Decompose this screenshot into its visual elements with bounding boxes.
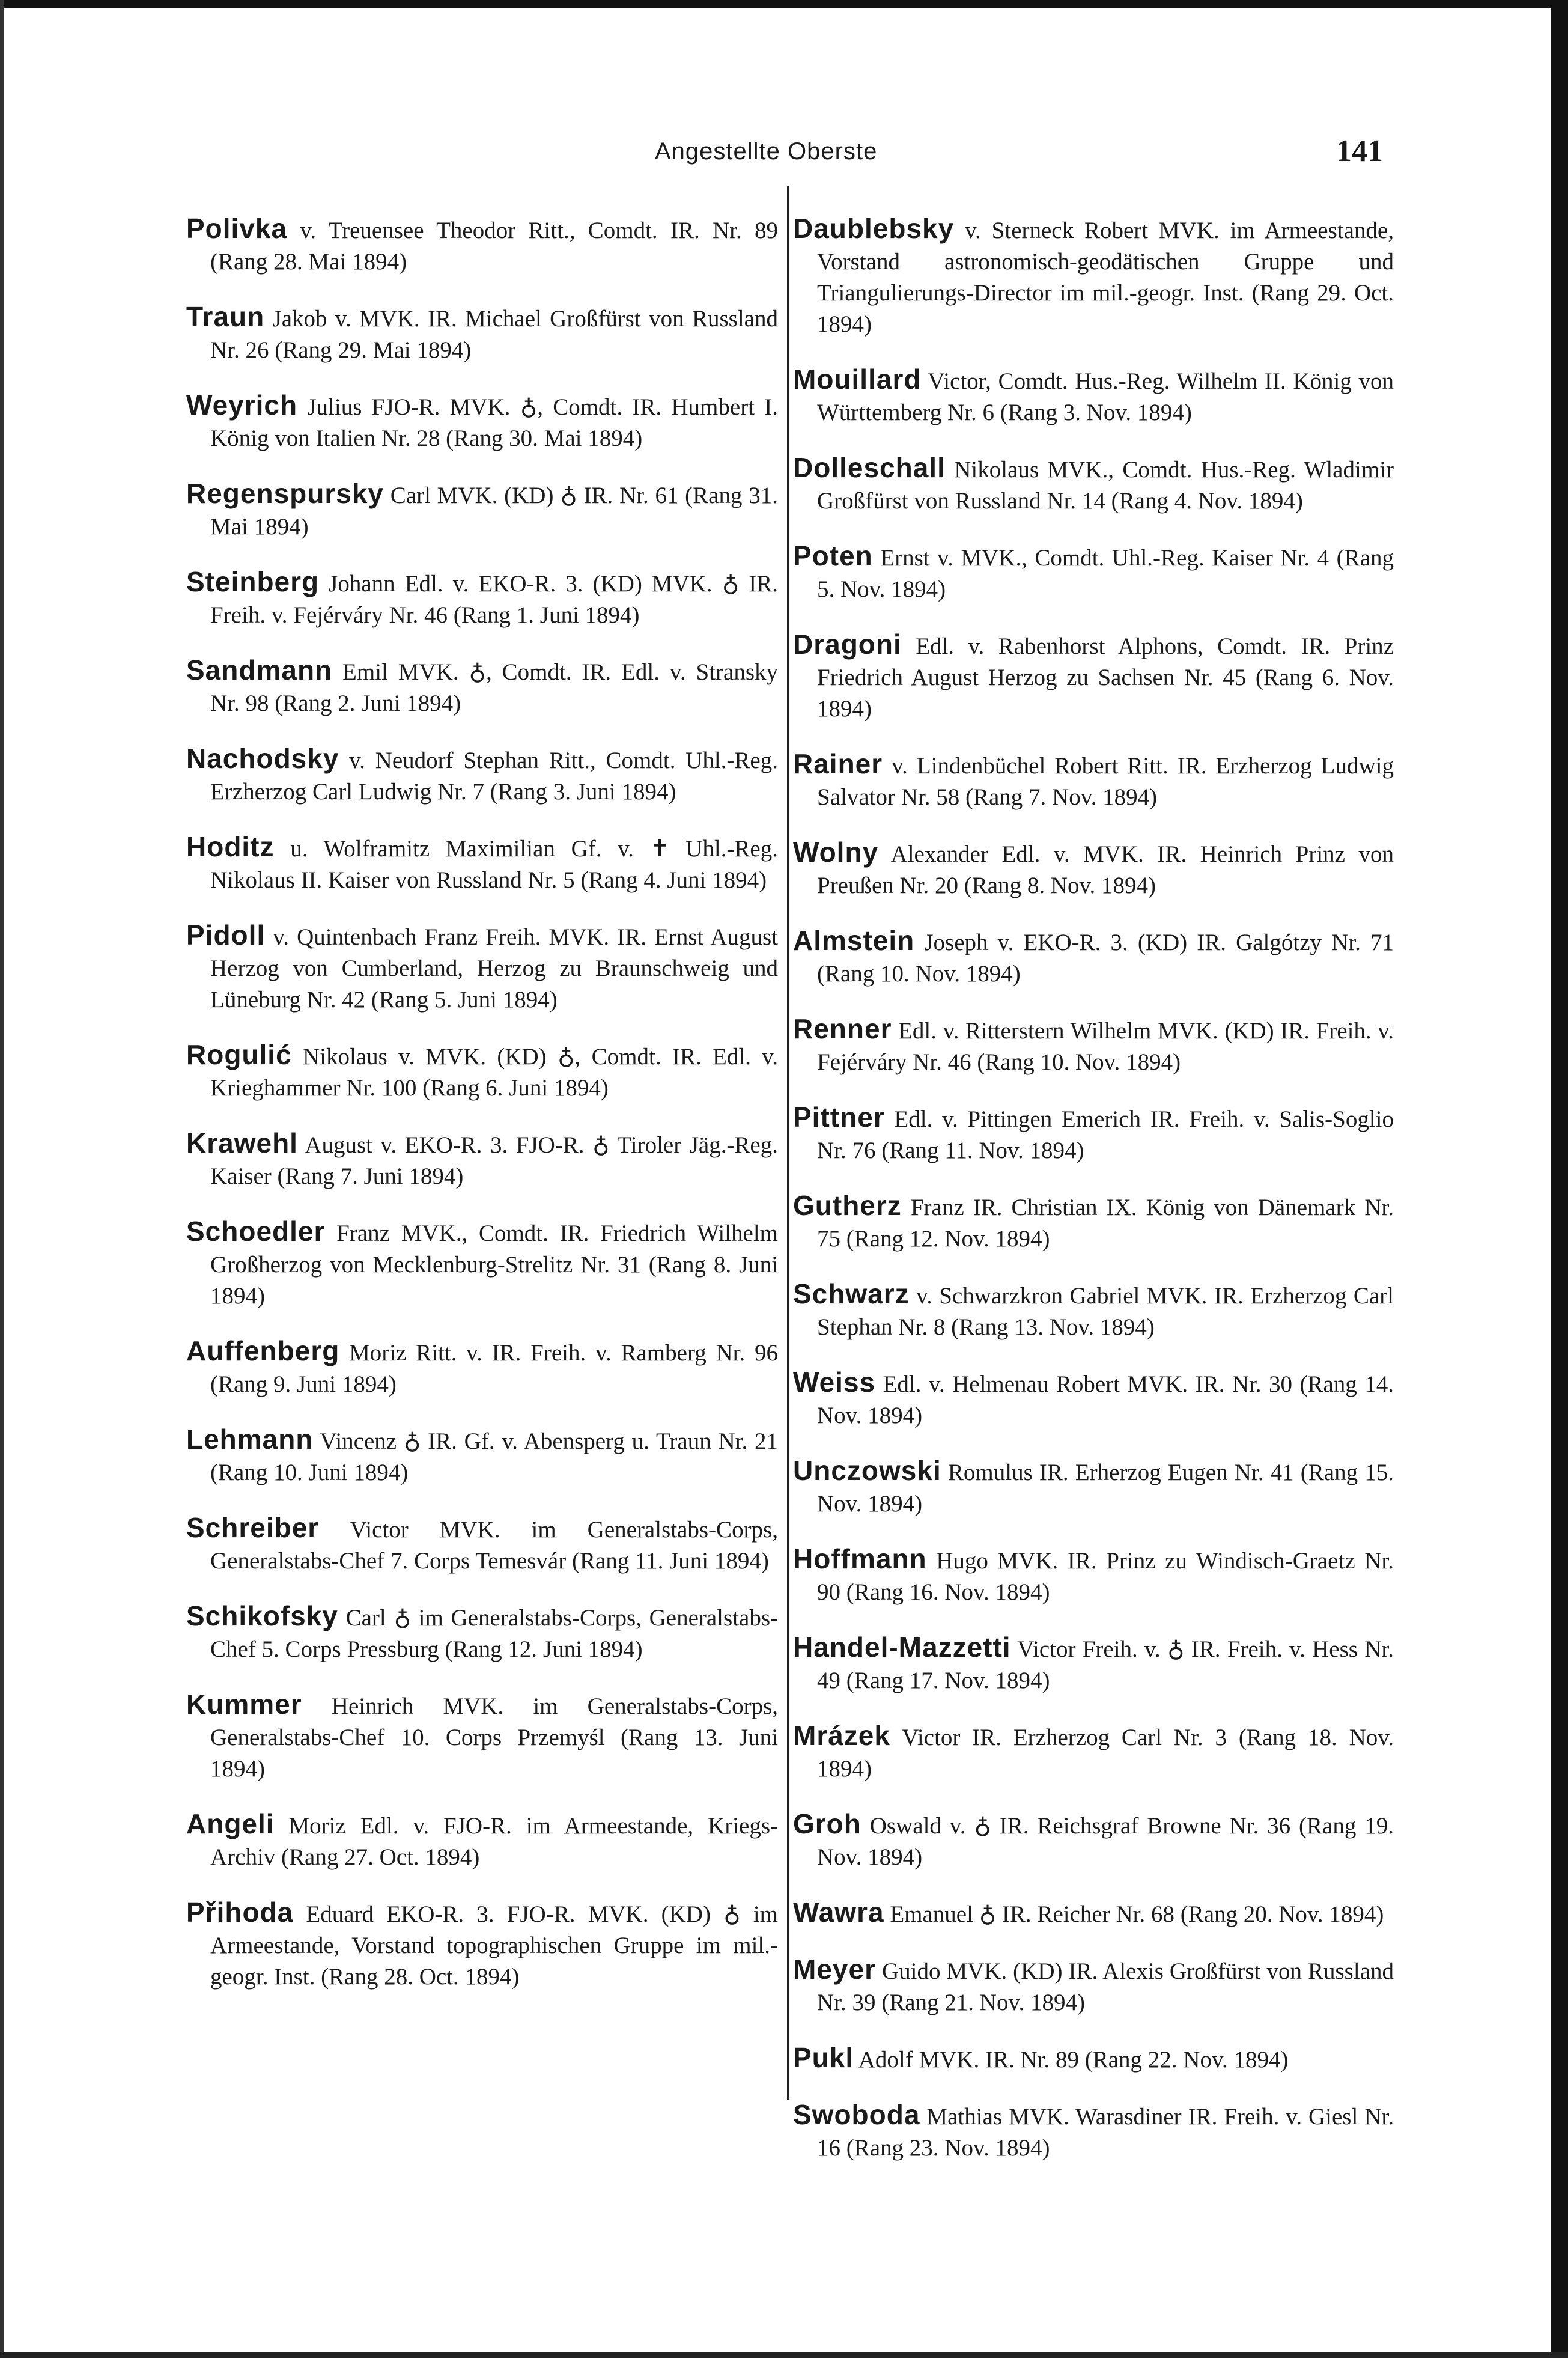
register-entry — [186, 1424, 778, 1488]
entry-surname: Mouillard — [793, 364, 922, 395]
entry-text: Franz MVK., Comdt. IR. Friedrich Wilhelm Großherzog von Mecklenburg-Strelitz Nr. 31 (Rang 8. Juni 1894) — [210, 1220, 778, 1309]
entry-text: Nikolaus v. MVK. (KD) ♁, Comdt. IR. Edl. v. Krieghammer Nr. 100 (Rang 6. Juni 1894) — [210, 1044, 778, 1101]
entry-surname: Regenspursky — [186, 478, 384, 509]
entry-text: Nikolaus MVK., Comdt. Hus.-Reg. Wladimir Großfürst von Russland Nr. 14 (Rang 4. Nov. 1894) — [817, 457, 1394, 514]
entry-text: Jakob v. MVK. IR. Michael Großfürst von Russland Nr. 26 (Rang 29. Mai 1894) — [210, 306, 778, 363]
entry-surname: Nachodsky — [186, 743, 339, 774]
entry-text: Julius FJO-R. MVK. ♁, Comdt. IR. Humbert I. König von Italien Nr. 28 (Rang 30. Mai 1894) — [210, 394, 778, 451]
register-entry — [793, 1720, 1394, 1785]
entry-surname: Krawehl — [186, 1127, 298, 1159]
entry-surname: Auffenberg — [186, 1335, 340, 1366]
entry-text: Victor MVK. im Generalstabs-Corps, Generalstabs-Chef 7. Corps Temesvár (Rang 11. Juni 1894) — [210, 1517, 778, 1574]
entry-surname: Lehmann — [186, 1424, 314, 1455]
entry-text: Franz IR. Christian IX. König von Dänemark Nr. 75 (Rang 12. Nov. 1894) — [817, 1195, 1394, 1252]
entry-surname: Hoffmann — [793, 1543, 927, 1574]
entry-text: Carl MVK. (KD) ♁ IR. Nr. 61 (Rang 31. Mai 1894) — [210, 483, 778, 540]
entry-surname: Handel-Mazzetti — [793, 1631, 1011, 1663]
register-entry — [186, 478, 778, 543]
scan-border-right — [1551, 0, 1568, 2358]
entry-surname: Daublebsky — [793, 213, 955, 244]
scan-border-left — [0, 0, 4, 2358]
entry-surname: Rogulić — [186, 1039, 292, 1070]
entry-text: v. Schwarzkron Gabriel MVK. IR. Erzherzog Carl Stephan Nr. 8 (Rang 13. Nov. 1894) — [817, 1283, 1394, 1340]
register-entry — [186, 831, 778, 896]
entry-surname: Schoedler — [186, 1216, 326, 1247]
entry-text: Oswald v. ♁ IR. Reichsgraf Browne Nr. 36 (Rang 19. Nov. 1894) — [817, 1813, 1394, 1870]
entry-text: Hugo MVK. IR. Prinz zu Windisch-Graetz Nr. 90 (Rang 16. Nov. 1894) — [817, 1548, 1394, 1605]
entry-surname: Unczowski — [793, 1455, 941, 1486]
register-entry — [793, 1896, 1394, 1930]
entry-surname: Gutherz — [793, 1190, 902, 1221]
entry-text: Johann Edl. v. EKO-R. 3. (KD) MVK. ♁ IR. Freih. v. Fejérváry Nr. 46 (Rang 1. Juni 1894) — [210, 571, 778, 628]
entry-surname: Steinberg — [186, 566, 320, 597]
entry-text: Victor IR. Erzherzog Carl Nr. 3 (Rang 18. Nov. 1894) — [817, 1725, 1394, 1782]
register-entry — [186, 1600, 778, 1665]
entry-text: Vincenz ♁ IR. Gf. v. Abensperg u. Traun Nr. 21 (Rang 10. Juni 1894) — [210, 1428, 778, 1485]
register-entry — [793, 629, 1394, 725]
register-entry — [793, 925, 1394, 990]
register-entry — [793, 452, 1394, 517]
page-number: 141 — [1336, 134, 1383, 168]
entry-text: Romulus IR. Erherzog Eugen Nr. 41 (Rang 15. Nov. 1894) — [817, 1460, 1394, 1517]
register-entry — [186, 213, 778, 278]
entry-text: Joseph v. EKO-R. 3. (KD) IR. Galgótzy Nr. 71 (Rang 10. Nov. 1894) — [817, 930, 1394, 987]
entry-text: Victor, Comdt. Hus.-Reg. Wilhelm II. König von Württemberg Nr. 6 (Rang 3. Nov. 1894) — [817, 368, 1394, 425]
entry-text: Moriz Edl. v. FJO-R. im Armeestande, Kriegs-Archiv (Rang 27. Oct. 1894) — [210, 1813, 778, 1870]
entry-text: v. Lindenbüchel Robert Ritt. IR. Erzherzog Ludwig Salvator Nr. 58 (Rang 7. Nov. 1894) — [817, 753, 1394, 810]
entry-surname: Wolny — [793, 836, 879, 868]
entry-text: Edl. v. Pittingen Emerich IR. Freih. v. Salis-Soglio Nr. 76 (Rang 11. Nov. 1894) — [817, 1106, 1394, 1163]
entry-text: Emanuel ♁ IR. Reicher Nr. 68 (Rang 20. Nov. 1894) — [884, 1901, 1384, 1927]
register-entry — [793, 1366, 1394, 1431]
entry-text: v. Neudorf Stephan Ritt., Comdt. Uhl.-Reg. Erzherzog Carl Ludwig Nr. 7 (Rang 3. Juni 1894) — [210, 748, 778, 805]
register-entry — [793, 1543, 1394, 1608]
entry-text: Moriz Ritt. v. IR. Freih. v. Ramberg Nr. 96 (Rang 9. Juni 1894) — [210, 1340, 778, 1397]
entry-surname: Dragoni — [793, 629, 902, 660]
register-entry — [793, 1954, 1394, 2018]
scan-border-top — [0, 0, 1568, 8]
register-entry — [793, 748, 1394, 813]
entry-text: Ernst v. MVK., Comdt. Uhl.-Reg. Kaiser Nr. 4 (Rang 5. Nov. 1894) — [817, 545, 1394, 602]
entry-text: Mathias MVK. Warasdiner IR. Freih. v. Giesl Nr. 16 (Rang 23. Nov. 1894) — [817, 2104, 1394, 2161]
register-entry — [186, 1512, 778, 1577]
register-entry — [793, 364, 1394, 428]
page-header — [625, 133, 1394, 175]
entry-text: Edl. v. Helmenau Robert MVK. IR. Nr. 30 (Rang 14. Nov. 1894) — [817, 1371, 1394, 1428]
register-entry — [186, 389, 778, 454]
entry-text: Alexander Edl. v. MVK. IR. Heinrich Prinz von Preußen Nr. 20 (Rang 8. Nov. 1894) — [817, 841, 1394, 898]
entry-surname: Swoboda — [793, 2099, 920, 2130]
entry-surname: Schwarz — [793, 1278, 910, 1309]
entry-text: v. Quintenbach Franz Freih. MVK. IR. Ernst August Herzog von Cumberland, Herzog zu Braunschweig und Lüneburg Nr. 42 (Rang 5. Juni 1894) — [210, 924, 778, 1013]
register-entry — [186, 654, 778, 719]
entry-surname: Meyer — [793, 1954, 876, 1985]
entry-text: Eduard EKO-R. 3. FJO-R. MVK. (KD) ♁ im Armeestande, Vorstand topographischen Gruppe im mil.-geogr. Inst. (Rang 28. Oct. 1894) — [210, 1901, 778, 1990]
entry-text: Guido MVK. (KD) IR. Alexis Großfürst von Russland Nr. 39 (Rang 21. Nov. 1894) — [817, 1958, 1394, 2015]
register-entry — [793, 1101, 1394, 1166]
register-entry — [793, 1808, 1394, 1873]
entry-text: August v. EKO-R. 3. FJO-R. ♁ Tiroler Jäg.-Reg. Kaiser (Rang 7. Juni 1894) — [210, 1132, 778, 1189]
entry-text: Heinrich MVK. im Generalstabs-Corps, Generalstabs-Chef 10. Corps Przemyśl (Rang 13. Juni 1894) — [210, 1693, 778, 1782]
entry-surname: Přihoda — [186, 1896, 294, 1928]
entry-surname: Weiss — [793, 1366, 876, 1398]
entry-surname: Dolleschall — [793, 452, 946, 483]
register-entry — [793, 1278, 1394, 1343]
register-entry — [186, 1216, 778, 1312]
left-column — [186, 189, 778, 2003]
entry-text: Edl. v. Rabenhorst Alphons, Comdt. IR. Prinz Friedrich August Herzog zu Sachsen Nr. 45 (Rang 6. Nov. 1894) — [817, 633, 1394, 722]
right-column — [793, 189, 1394, 2175]
register-entry — [186, 743, 778, 808]
entry-surname: Poten — [793, 540, 873, 571]
register-entry — [793, 1455, 1394, 1520]
entry-text: v. Treuensee Theodor Ritt., Comdt. IR. Nr. 89 (Rang 28. Mai 1894) — [210, 218, 778, 275]
register-entry — [186, 1335, 778, 1400]
entry-surname: Hoditz — [186, 831, 275, 862]
register-entry — [186, 1689, 778, 1785]
entry-surname: Pittner — [793, 1101, 885, 1133]
register-entry — [186, 919, 778, 1016]
entry-surname: Kummer — [186, 1689, 302, 1720]
entry-surname: Groh — [793, 1808, 861, 1839]
entry-text: Adolf MVK. IR. Nr. 89 (Rang 22. Nov. 1894) — [854, 2047, 1289, 2073]
register-entry — [793, 540, 1394, 605]
entry-surname: Traun — [186, 301, 265, 332]
entry-text: Edl. v. Ritterstern Wilhelm MVK. (KD) IR. Freih. v. Fejérváry Nr. 46 (Rang 10. Nov. 1894) — [817, 1018, 1394, 1075]
entry-surname: Rainer — [793, 748, 883, 779]
entry-surname: Wawra — [793, 1896, 884, 1928]
register-entry — [186, 1039, 778, 1104]
entry-surname: Angeli — [186, 1808, 275, 1839]
register-entry — [793, 1013, 1394, 1078]
entry-surname: Schreiber — [186, 1512, 320, 1543]
entry-surname: Weyrich — [186, 389, 298, 421]
register-entry — [793, 2099, 1394, 2164]
register-entry — [793, 1631, 1394, 1696]
entry-text: Carl ♁ im Generalstabs-Corps, Generalstabs-Chef 5. Corps Pressburg (Rang 12. Juni 1894) — [210, 1605, 778, 1662]
register-entry — [186, 1808, 778, 1873]
register-entry — [186, 301, 778, 366]
entry-text: Victor Freih. v. ♁ IR. Freih. v. Hess Nr. 49 (Rang 17. Nov. 1894) — [817, 1636, 1394, 1693]
running-title: Angestellte Oberste — [655, 138, 878, 165]
register-entry — [793, 1190, 1394, 1255]
register-entry — [793, 836, 1394, 901]
register-entry — [793, 2042, 1394, 2076]
register-entry — [186, 566, 778, 631]
entry-text: v. Sterneck Robert MVK. im Armeestande, Vorstand astronomisch-geodätischen Gruppe und Triangulierungs-Director im mil.-geogr. Inst. (Rang 29. Oct. 1894) — [817, 218, 1394, 337]
column-divider — [787, 186, 789, 2100]
register-entry — [186, 1127, 778, 1192]
entry-text: Emil MVK. ♁, Comdt. IR. Edl. v. Stransky Nr. 98 (Rang 2. Juni 1894) — [210, 659, 778, 716]
entry-surname: Schikofsky — [186, 1600, 338, 1631]
entry-surname: Polivka — [186, 213, 288, 244]
entry-surname: Almstein — [793, 925, 915, 956]
entry-text: u. Wolframitz Maximilian Gf. v. ✝ Uhl.-Reg. Nikolaus II. Kaiser von Russland Nr. 5 (Rang 4. Juni 1894) — [210, 836, 778, 893]
scan-border-bottom — [0, 2352, 1568, 2358]
entry-surname: Renner — [793, 1013, 892, 1044]
entry-surname: Pidoll — [186, 919, 266, 951]
register-entry — [793, 213, 1394, 340]
register-entry — [186, 1896, 778, 1993]
entry-surname: Mrázek — [793, 1720, 890, 1751]
entry-surname: Pukl — [793, 2042, 854, 2073]
entry-surname: Sandmann — [186, 654, 333, 686]
